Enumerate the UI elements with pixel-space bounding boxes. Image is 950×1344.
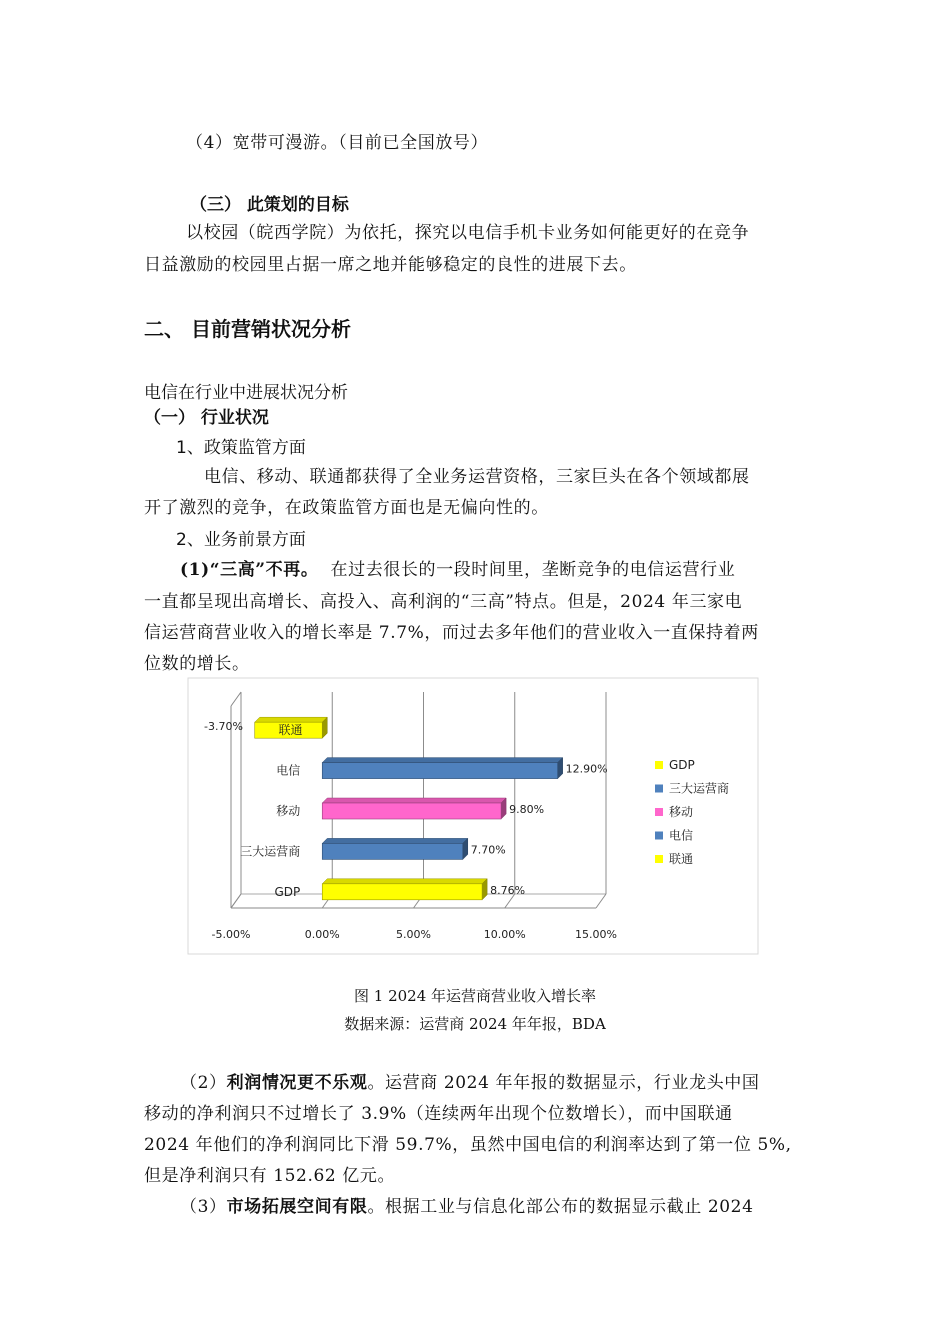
policy-para-line2: 开了激烈的竞争，在政策监管方面也是无偏向性的。 [144,498,549,518]
point-1-line4: 位数的增长。 [144,654,250,674]
point-1-text: 在过去很长的一段时间里，垄断竞争的电信运营行业 [330,560,736,580]
sec3-para-line2: 日益激励的校园里占据一席之地并能够稳定的良性的进展下去。 [144,255,637,275]
point-2-line1 [180,1068,760,1093]
business-heading: 2、业务前景方面 [176,530,306,550]
legend-label: 三大运营商 [669,781,730,796]
category-label: 电信 [276,763,301,778]
x-tick-label: 15.00% [575,928,617,941]
point-2-line2: 移动的净利润只不过增长了 3.9%（连续两年出现个位数增长），而中国联通 [144,1104,733,1124]
point-1-line1 [180,555,735,580]
point-2-line3: 2024 年他们的净利润同比下滑 59.7%，虽然中国电信的利润率达到了第一位 5%, [144,1135,792,1155]
x-tick-label: 5.00% [396,928,431,941]
bar [322,838,468,859]
point-1-label: (1)“三高”不再。 [180,560,319,580]
figure-caption: 图 1 2024 年运营商营业收入增长率 [353,987,597,1005]
bar [322,879,487,900]
sec3-para-line1: 以校园（皖西学院）为依托，探究以电信手机卡业务如何能更好的在竞争 [186,223,750,243]
legend-label: 移动 [669,805,694,819]
x-tick-label: 0.00% [304,928,340,941]
legend-swatch [655,855,663,863]
point-2-line4: 但是净利润只有 152.62 亿元。 [144,1166,396,1186]
bar [322,798,506,819]
industry-status-title: （一） 行业状况 [144,408,269,428]
policy-heading: 1、政策监管方面 [176,438,306,458]
point-3-label: 市场拓展空间有限 [226,1197,368,1217]
value-label: 8.76% [490,883,526,897]
legend-swatch [655,761,663,769]
x-tick-label: 10.00% [483,928,526,941]
category-label: 联通 [278,723,303,738]
bar [322,758,562,779]
point-2-label: 利润情况更不乐观 [226,1073,368,1093]
legend-swatch [655,808,663,816]
point-2-text: 。运营商 2024 年年报的数据显示，行业龙头中国 [367,1073,760,1093]
legend-label: 电信 [669,828,694,843]
value-label: -3.70% [204,720,243,734]
point-1-line2: 一直都呈现出高增长、高投入、高利润的“三高”特点。但是，2024 年三家电 [144,592,743,612]
value-label: 9.80% [509,803,545,816]
legend-swatch [655,785,663,793]
category-label: GDP [274,884,301,899]
category-label: 移动 [276,804,301,818]
legend-swatch [655,832,663,840]
section-3-title: （三） 此策划的目标 [190,195,349,215]
x-tick-label: -5.00% [211,928,251,941]
point-3-prefix: （3） [180,1197,227,1217]
legend-label: GDP [669,758,695,772]
point-3-line1 [180,1192,754,1217]
value-label: 12.90% [565,762,608,776]
category-label: 三大运营商 [240,844,301,859]
point-1-line3: 信运营商营业收入的增长率是 7.7%，而过去多年他们的营业收入一直保持着两 [144,623,759,643]
item-4: （4）宽带可漫游。（目前已全国放号） [186,133,489,153]
subsection-title: 电信在行业中进展状况分析 [144,383,348,403]
legend-label: 联通 [669,852,694,866]
point-2-prefix: （2） [180,1073,227,1093]
part-2-title: 二、 目前营销状况分析 [144,317,351,341]
figure-source: 数据来源：运营商 2024 年年报，BDA [344,1015,606,1033]
policy-para-line1: 电信、移动、联通都获得了全业务运营资格，三家巨头在各个领域都展 [204,467,750,487]
chart-legend [655,758,729,866]
growth-rate-chart [186,676,766,956]
point-3-text: 。根据工业与信息化部公布的数据显示截止 2024 [367,1197,754,1217]
value-label: 7.70% [470,843,506,857]
